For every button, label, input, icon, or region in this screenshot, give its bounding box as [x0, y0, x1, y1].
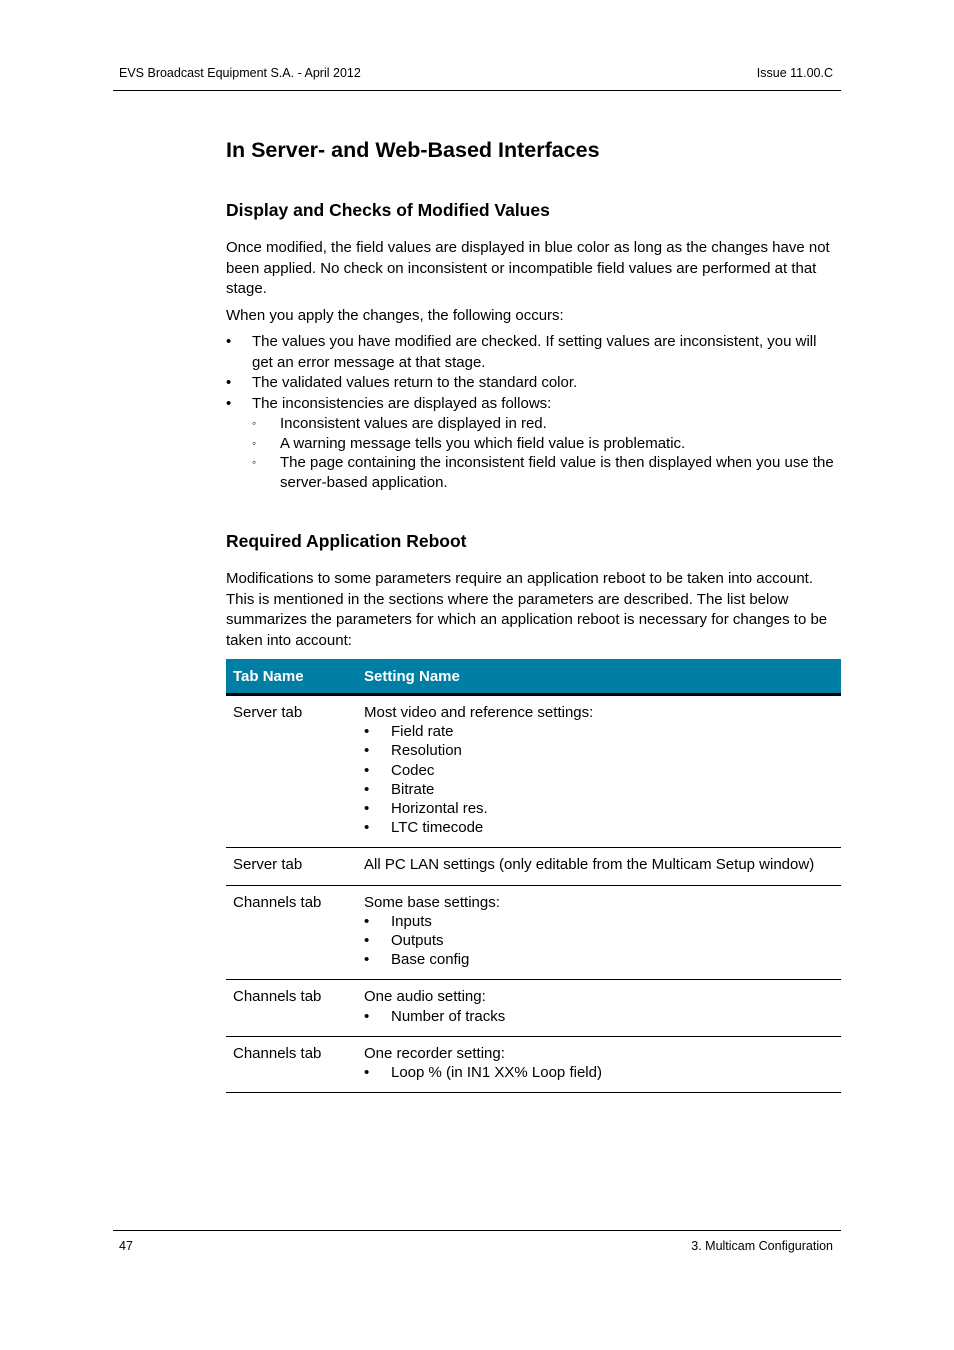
cell-setting — [357, 695, 841, 848]
sub-list-item — [252, 414, 841, 434]
setting-text: Most video and reference settings: — [364, 704, 594, 721]
cell-setting — [357, 980, 841, 1036]
setting-list — [364, 912, 834, 970]
subsection-title-display: Display and Checks of Modified Values — [226, 200, 550, 220]
paragraph-reboot: Modifications to some parameters require an application reboot to be taken into account. This is mentioned in the sections where the parameters are described. The list below summarizes the parameters for which an application reboot is necessary for changes to be taken into account: — [226, 570, 828, 649]
list-item: • Bitrate — [364, 780, 834, 799]
table-row — [226, 980, 841, 1036]
list-item: • Horizontal res. — [364, 799, 834, 818]
setting-list — [364, 1007, 834, 1026]
setting-text: Some base settings: — [364, 893, 500, 911]
cell-tab-name: Server tab — [226, 695, 357, 848]
header-issue-text: Issue 11.00.C — [756, 66, 833, 80]
cell-tab-name: Channels tab — [226, 885, 357, 980]
cell-tab-name: Channels tab — [226, 980, 357, 1036]
cell-tab-name: Channels tab — [226, 1036, 357, 1092]
column-header-tab-name: Tab Name — [226, 659, 357, 695]
list-item-text: The values you have modified are checked. If setting values are inconsistent, you will get an error message at that stage. — [252, 333, 817, 371]
setting-list — [364, 722, 834, 837]
page-content — [226, 136, 841, 1093]
paragraph-apply-changes: When you apply the changes, the following occurs: — [226, 306, 564, 324]
chapter-name: 3. Multicam Configuration — [691, 1239, 833, 1253]
page-footer — [113, 1230, 841, 1253]
list-item-text: The validated values return to the standard color. — [252, 374, 578, 391]
sub-list-item — [252, 434, 841, 454]
list-item-text: The inconsistencies are displayed as follows: — [252, 394, 552, 412]
list-item: • Codec — [364, 761, 834, 780]
subsection-title-reboot: Required Application Reboot — [226, 531, 467, 551]
paragraph-modified-values: Once modified, the field values are displayed in blue color as long as the changes have not been applied. No check on inconsistent or incompatible field values are performed at that stage. — [226, 239, 830, 297]
page-number: 47 — [119, 1239, 133, 1253]
list-item: • Resolution — [364, 741, 834, 760]
setting-text: One recorder setting: — [364, 1044, 505, 1062]
table-header-row — [226, 659, 841, 695]
list-item — [226, 373, 841, 394]
setting-text: One audio setting: — [364, 988, 486, 1006]
table-row — [226, 695, 841, 848]
cell-setting — [357, 848, 841, 885]
list-item: • Inputs — [364, 912, 834, 931]
sub-list-item-text: A warning message tells you which field value is problematic. — [280, 434, 686, 452]
column-header-setting-name: Setting Name — [357, 659, 841, 695]
sub-list-item-text: The page containing the inconsistent field value is then displayed when you use the server-based application. — [280, 454, 834, 491]
list-item: • Base config — [364, 950, 834, 969]
table-row — [226, 885, 841, 980]
list-item: • LTC timecode — [364, 818, 834, 837]
cell-setting — [357, 885, 841, 980]
list-item: • Outputs — [364, 931, 834, 950]
section-title: In Server- and Web-Based Interfaces — [226, 138, 600, 162]
setting-text: All PC LAN settings (only editable from the Multicam Setup window) — [364, 856, 815, 874]
sub-list-item-text: Inconsistent values are displayed in red. — [280, 415, 547, 432]
cell-setting — [357, 1036, 841, 1092]
table-row — [226, 848, 841, 885]
list-item: • Number of tracks — [364, 1007, 834, 1026]
page-header — [113, 66, 841, 91]
reboot-settings-table — [226, 659, 841, 1093]
list-item — [226, 394, 841, 493]
list-item — [226, 332, 841, 373]
bullet-list-apply — [226, 332, 841, 492]
sub-bullet-list — [252, 414, 841, 492]
cell-tab-name: Server tab — [226, 848, 357, 885]
list-item: • Field rate — [364, 722, 834, 741]
sub-list-item — [252, 453, 841, 492]
setting-list — [364, 1063, 834, 1082]
table-row — [226, 1036, 841, 1092]
list-item: • Loop % (in IN1 XX% Loop field) — [364, 1063, 834, 1082]
header-left-text: EVS Broadcast Equipment S.A. - April 2012 — [119, 66, 361, 80]
